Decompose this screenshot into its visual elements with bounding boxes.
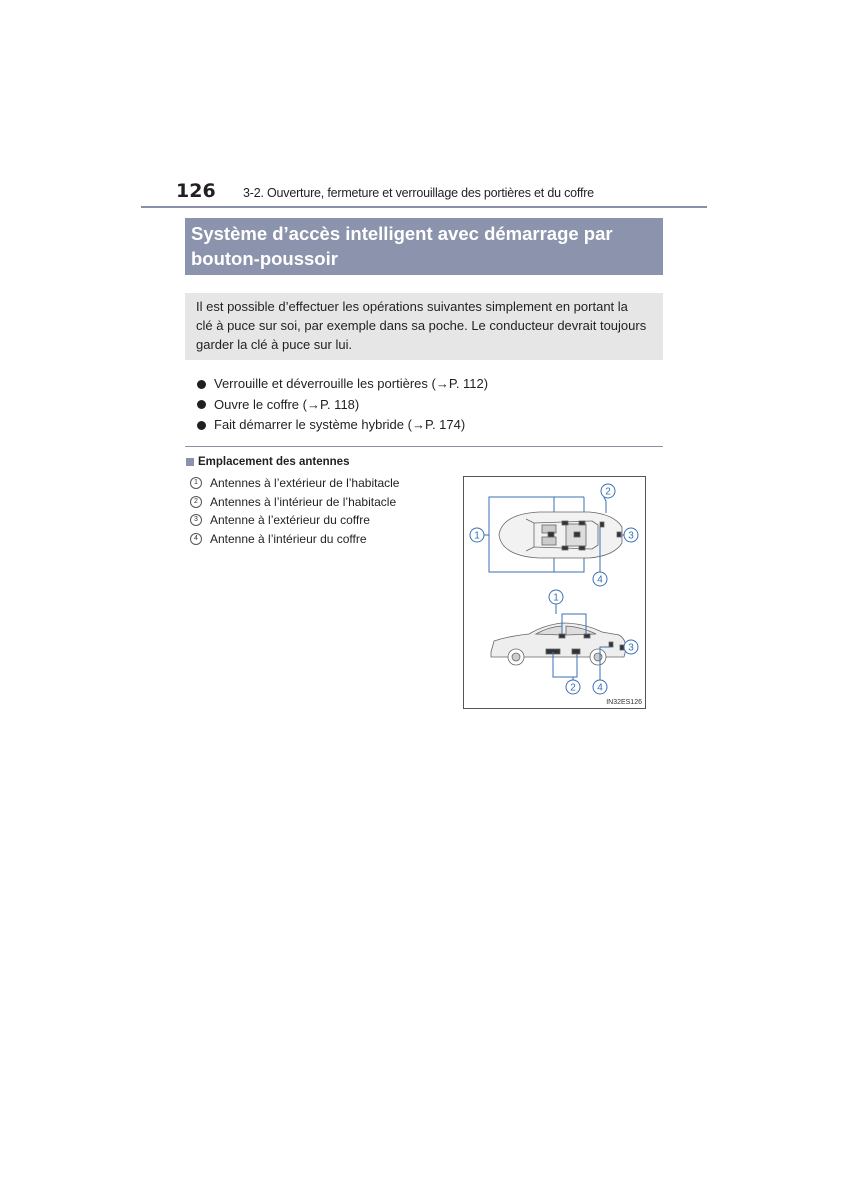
list-item-text: Verrouille et déverrouille les portières (→P. 112) (214, 376, 489, 391)
antenna-label: Antennes à l’intérieur de l’habitacle (210, 494, 397, 509)
list-item (197, 395, 488, 416)
callout-3-top: 3 (628, 530, 634, 542)
list-item-text: Ouvre le coffre (→P. 118) (214, 396, 360, 412)
bullet-icon (197, 400, 206, 409)
antenna-heading-text: Emplacement des antennes (198, 456, 350, 468)
circled-number-icon: 1 (190, 477, 202, 489)
bullet-icon (197, 421, 206, 430)
list-item (190, 511, 399, 530)
square-bullet-icon (186, 458, 194, 466)
intro-box (185, 293, 663, 360)
bullet-icon (197, 380, 206, 389)
list-item-text: Fait démarrer le système hybride (→P. 174) (214, 417, 466, 432)
section-title (185, 218, 663, 275)
callout-1-side: 1 (553, 592, 559, 604)
list-item (197, 415, 488, 436)
figure-code: IN32ES126 (606, 699, 642, 706)
callout-2-top: 2 (605, 486, 611, 498)
section-title-line-1: Système d’accès intelligent avec démarrage par (191, 223, 613, 244)
list-item (197, 374, 488, 395)
circled-number-icon: 4 (190, 533, 202, 545)
circled-number-icon: 2 (190, 496, 202, 508)
intro-line-3: garder la clé à puce sur lui. (196, 337, 353, 352)
callout-4-top: 4 (597, 574, 603, 586)
list-item (190, 474, 399, 493)
callout-4-side: 4 (597, 682, 603, 694)
antenna-heading (186, 456, 349, 468)
section-title-line-2: bouton-poussoir (191, 248, 338, 269)
antenna-label: Antenne à l’extérieur du coffre (210, 513, 370, 527)
antenna-label: Antennes à l’extérieur de l’habitacle (210, 476, 400, 490)
intro-line-1: Il est possible d’effectuer les opérations suivantes simplement en portant la (196, 299, 628, 314)
circled-number-icon: 3 (190, 514, 202, 526)
antenna-label: Antenne à l’intérieur du coffre (210, 531, 367, 546)
callout-2-side: 2 (570, 682, 576, 694)
list-item (190, 493, 399, 512)
section-divider (185, 446, 663, 447)
antenna-list (190, 474, 399, 548)
header-rule (141, 206, 707, 208)
antenna-diagram (463, 476, 646, 709)
intro-line-2: clé à puce sur soi, par exemple dans sa poche. Le conducteur devrait toujours (196, 318, 647, 333)
antenna-diagram-svg (464, 477, 645, 708)
car-side-view-icon (491, 623, 626, 665)
car-top-view-icon (499, 512, 622, 558)
callout-3-side: 3 (628, 642, 634, 654)
feature-list (197, 374, 488, 436)
callout-1-top: 1 (474, 530, 480, 542)
page-number: 126 (176, 180, 216, 202)
list-item (190, 530, 399, 549)
running-header: 3-2. Ouverture, fermeture et verrouillage des portières et du coffre (243, 186, 594, 200)
